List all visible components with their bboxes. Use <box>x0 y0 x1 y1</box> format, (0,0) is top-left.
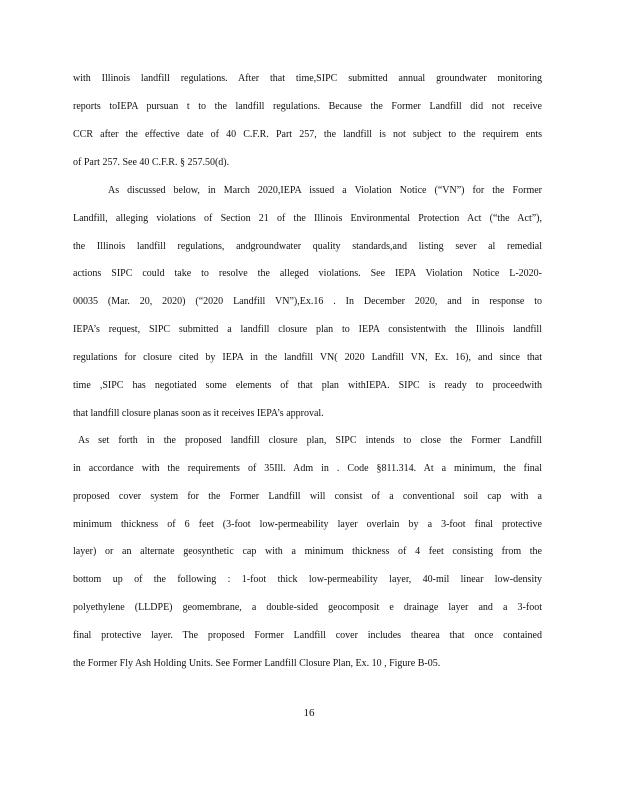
body-line: polyethylene (LLDPE) geomembrane, a double-sided geocomposit e drainage layer and a 3-foot <box>73 602 542 613</box>
body-line: minimum thickness of 6 feet (3-foot low-permeability layer overlain by a 3-foot final protective <box>73 519 542 530</box>
body-line: the Former Fly Ash Holding Units. See Former Landfill Closure Plan, Ex. 10 , Figure B-05. <box>73 658 441 669</box>
page-number: 16 <box>303 707 315 719</box>
body-line: IEPA’s request, SIPC submitted a landfill closure plan to IEPA consistentwith the Illinois landfill <box>73 324 542 335</box>
body-line: regulations for closure cited by IEPA in the landfill VN( 2020 Landfill VN, Ex. 16), and since that <box>73 352 542 363</box>
body-line: with Illinois landfill regulations. After that time,SIPC submitted annual groundwater monitoring <box>73 73 542 84</box>
body-line: of Part 257. See 40 C.F.R. § 257.50(d). <box>73 157 230 168</box>
paragraph-start-line: As discussed below, in March 2020,IEPA issued a Violation Notice (“VN”) for the Former <box>108 185 542 196</box>
body-line: bottom up of the following : 1-foot thick low-permeability layer, 40-mil linear low-density <box>73 574 542 585</box>
body-line: final protective layer. The proposed Former Landfill cover includes thearea that once contained <box>73 630 542 641</box>
body-line: actions SIPC could take to resolve the alleged violations. See IEPA Violation Notice L-2020- <box>73 268 542 279</box>
body-line: Landfill, alleging violations of Section 21 of the Illinois Environmental Protection Act (“the Act”), <box>73 213 542 224</box>
body-line: CCR after the effective date of 40 C.F.R. Part 257, the landfill is not subject to the requirem ents <box>73 129 542 140</box>
body-line: that landfill closure planas soon as it receives IEPA’s approval. <box>73 408 324 419</box>
body-line: time ,SIPC has negotiated some elements of that plan withIEPA. SIPC is ready to proceedwith <box>73 380 542 391</box>
body-line: the Illinois landfill regulations, andgroundwater quality standards,and listing sever al remedial <box>73 241 542 252</box>
body-line: proposed cover system for the Former Landfill will consist of a conventional soil cap with a <box>73 491 542 502</box>
body-line: layer) or an alternate geosynthetic cap with a minimum thickness of 4 feet consisting from the <box>73 546 542 557</box>
paragraph-start-line: As set forth in the proposed landfill closure plan, SIPC intends to close the Former Landfill <box>78 435 542 446</box>
body-line: in accordance with the requirements of 35Ill. Adm in . Code §811.314. At a minimum, the final <box>73 463 542 474</box>
body-line: 00035 (Mar. 20, 2020) (“2020 Landfill VN”),Ex.16 . In December 2020, and in response to <box>73 296 542 307</box>
body-line: reports toIEPA pursuan t to the landfill regulations. Because the Former Landfill did not receive <box>73 101 542 112</box>
